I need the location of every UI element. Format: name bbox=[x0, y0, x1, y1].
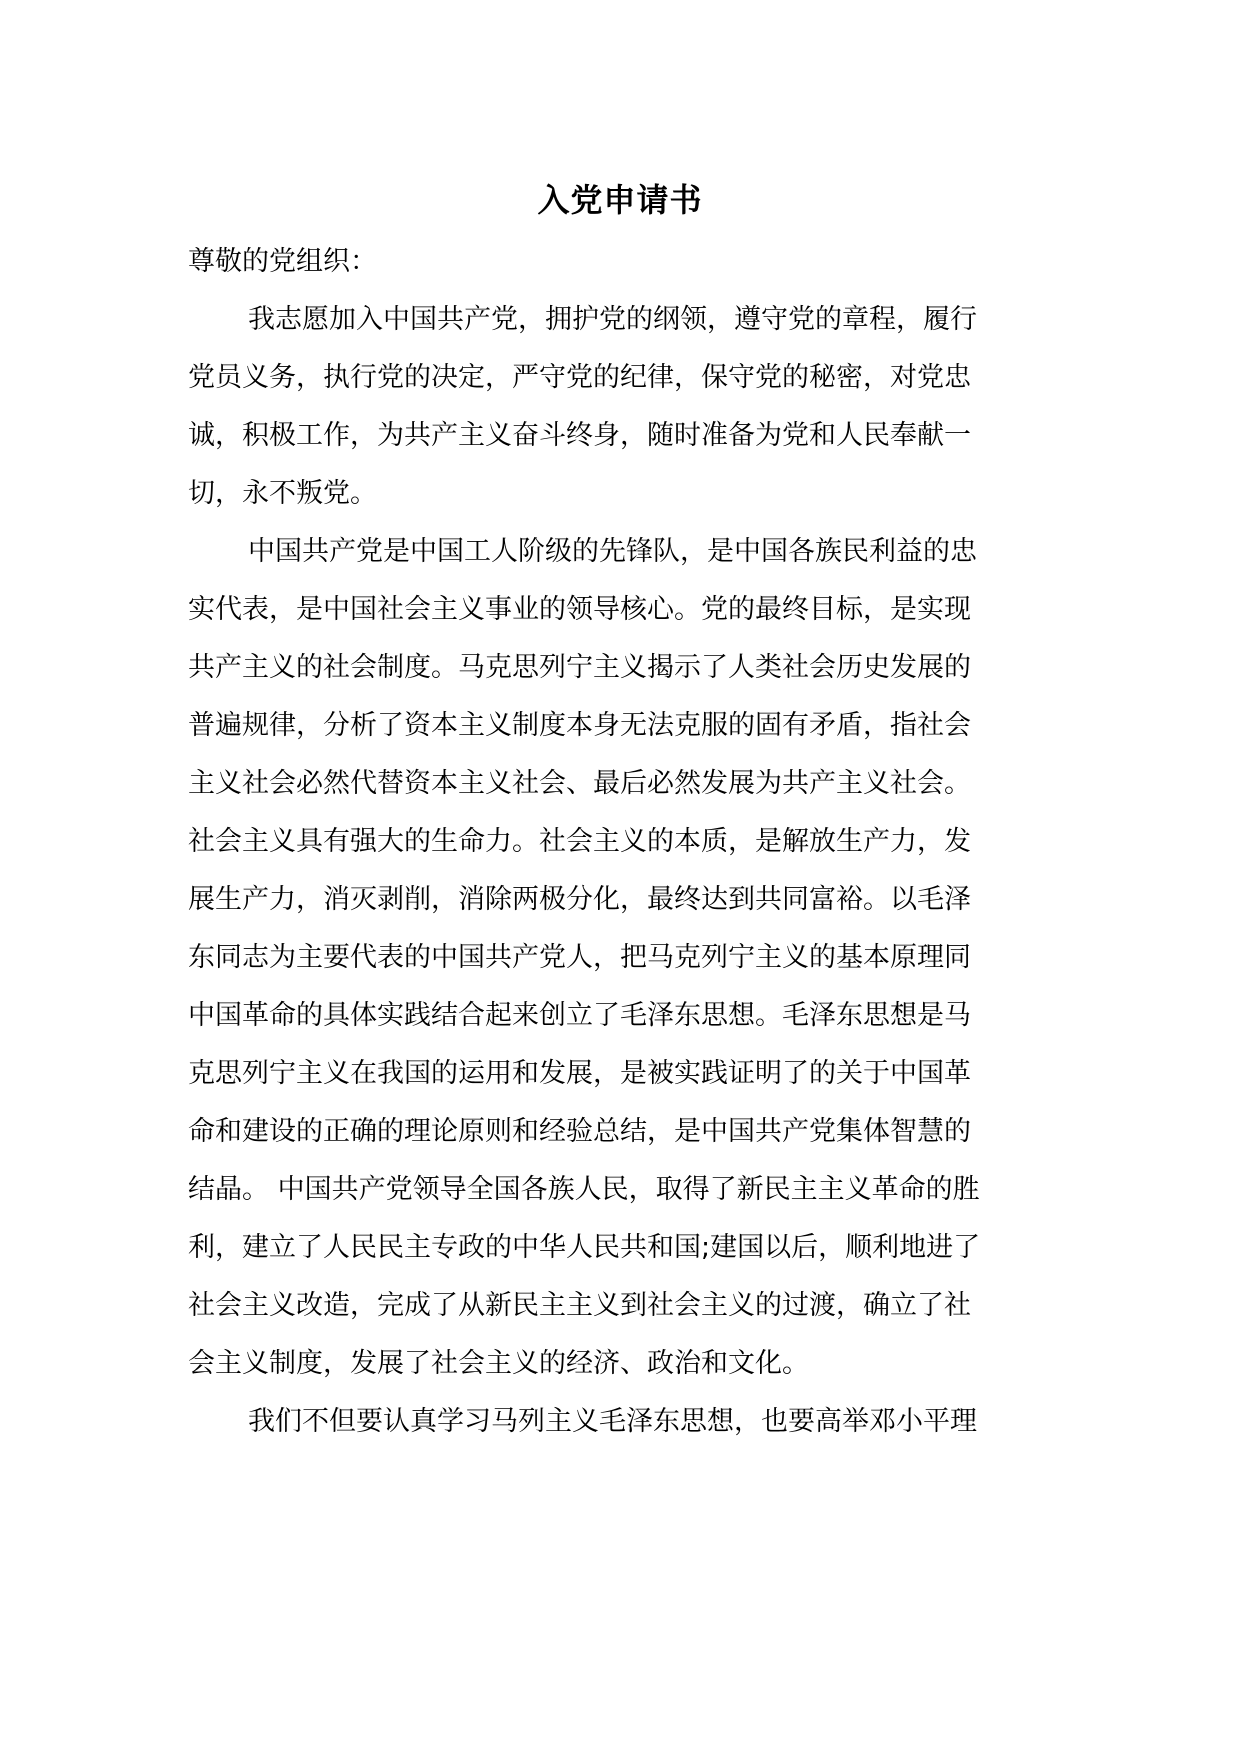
paragraph-2-line-6: 社会主义具有强大的生命力。社会主义的本质，是解放生产力，发 bbox=[188, 826, 971, 857]
paragraph-2-line-15: 会主义制度，发展了社会主义的经济、政治和文化。 bbox=[188, 1348, 809, 1379]
paragraph-2-line-2: 实代表，是中国社会主义事业的领导核心。党的最终目标，是实现 bbox=[188, 594, 971, 625]
paragraph-1-line-4: 切，永不叛党。 bbox=[188, 478, 377, 509]
paragraph-3-line-1: 我们不但要认真学习马列主义毛泽东思想，也要高举邓小平理 bbox=[248, 1406, 977, 1437]
paragraph-2-line-5: 主义社会必然代替资本主义社会、最后必然发展为共产主义社会。 bbox=[188, 768, 971, 799]
paragraph-1-line-2: 党员义务，执行党的决定，严守党的纪律，保守党的秘密，对党忠 bbox=[188, 362, 971, 393]
paragraph-2-line-11: 命和建设的正确的理论原则和经验总结，是中国共产党集体智慧的 bbox=[188, 1116, 971, 1147]
paragraph-2-line-4: 普遍规律，分析了资本主义制度本身无法克服的固有矛盾，指社会 bbox=[188, 710, 971, 741]
document-title: 入党申请书 bbox=[537, 181, 703, 219]
paragraph-2-line-12: 结晶。 中国共产党领导全国各族人民，取得了新民主主义革命的胜 bbox=[188, 1174, 980, 1205]
paragraph-2-line-14: 社会主义改造，完成了从新民主主义到社会主义的过渡，确立了社 bbox=[188, 1290, 971, 1321]
salutation: 尊敬的党组织： bbox=[188, 246, 377, 277]
paragraph-2-line-10: 克思列宁主义在我国的运用和发展，是被实践证明了的关于中国革 bbox=[188, 1058, 971, 1089]
paragraph-1-line-1: 我志愿加入中国共产党，拥护党的纲领，遵守党的章程，履行 bbox=[248, 304, 977, 335]
paragraph-2-line-8: 东同志为主要代表的中国共产党人，把马克列宁主义的基本原理同 bbox=[188, 942, 971, 973]
paragraph-1-line-3: 诚，积极工作，为共产主义奋斗终身，随时准备为党和人民奉献一 bbox=[188, 420, 971, 451]
paragraph-2-line-9: 中国革命的具体实践结合起来创立了毛泽东思想。毛泽东思想是马 bbox=[188, 1000, 971, 1031]
paragraph-2-line-13: 利，建立了人民民主专政的中华人民共和国;建国以后，顺利地进了 bbox=[188, 1232, 981, 1263]
paragraph-2-line-1: 中国共产党是中国工人阶级的先锋队，是中国各族民利益的忠 bbox=[248, 536, 977, 567]
paragraph-2-line-3: 共产主义的社会制度。马克思列宁主义揭示了人类社会历史发展的 bbox=[188, 652, 971, 683]
paragraph-2-line-7: 展生产力，消灭剥削，消除两极分化，最终达到共同富裕。以毛泽 bbox=[188, 884, 971, 915]
